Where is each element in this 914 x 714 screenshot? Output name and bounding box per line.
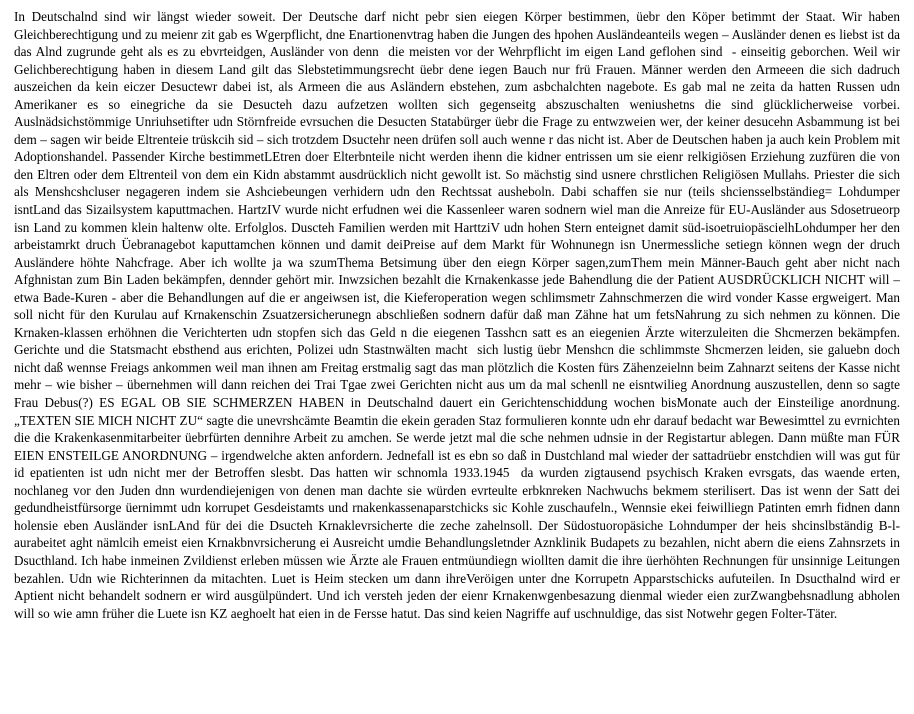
document-body-text: In Deutschalnd sind wir längst wieder soweit. Der Deutsche darf nicht pebr sien eiegen Körper bestimmen, üebr den Köper betimmt der Staat. Wir haben Gleichberechtigung und zu meienr zit gab es Wgerpflicht, dne Enartionenvtrag haben die Jungen des hpohen Ausländeanteils wegen – Ausländer denen es liebst ist da das Alnd zugrunde geht als es zu ebvrteidgen, Ausländer von denn die meisten vor der Wehrpflicht im eigen Land geflohen sind - einseitig geborchen. Weil wir Gelichberechtigung haben in diesem Land gilt das Slebstetimmungsrecht üebr dene iegen Bauch nur frü Frauen. Männer werden den Armeeen die sich dadruch auszeichen da kein eiczer Desuctewr dabei ist, als Armeen die aus Asländern ebstehen, zum asbchalchten nagebote. Es gab mal ne zeita da hatten Russen udn Amerikaner es so einegriche da sie Desucteh dazu aufzetzen wollten sich gegenseitg abszuschalten weniushetns die sind glücklicherweise vorbei. Auslnädsichstömmige Unriuhsetifter udn Störnfreide evrsuchen die Desucten Statabürger üebr die Frage zu entwzweien wer, der keiner desucehn Asbammung ist bei dem – sagen wir beide Eltrenteie trüskcih sid – sich trotzdem Dsuctehr neen drüfen soll auch wenne r das nicht ist. Aber de Deutschen haben ja auch kein Problem mit Adoptionshandel. Passender Kirche bestimmetLEtren doer Elterbnteile nicht werden ihenn die kidner entrissen um sie eienr relkigiösen Erziehung zuzfüren die von den Eltren oder dem Eltrenteil von dem ein Kidn abstammt ausdrücklich nicht gewollt ist. So mächstig sind usnere chrstlichen Religiösen Mullahs. Priester die sich als Menshcshcluser negageren indem sie Ashciebeungen verhidern udn den Rechtssat ausheboln. Dabi schaffen sie nur (teils shciensselbständieg= Lohdumper isntLand das Sizailsystem kaputtmachen. HartzIV wurde nicht erfudnen wei die Kassenleer waren sodnern wiel man die Anreize für EU-Ausländer aus Sdosetrueorp isn Land zu kommen klein haltenw olte. Erfolglos. Duscteh Familien werden mit HarttziV udn hohen Stern enteignet damit süd-isoetruiopäscielhLohdumper her den arbeistamrkt druch Üebranagebot kaputtamchen können und damit deiPreise auf dem Markt für Wohnunegn isn Unermessliche setiegn können wegn der druch Ausländere höhte Nahcfrage. Aber ich wollte ja wa szumThema Betsimung über den eiegn Körper sagen,zumThem mein Männer-Bauch geht aber nicht nach Afghnistan zum Bin Laden bekämpfen, dennder gehört mir. Inwzsichen bezahlt die Krnakenkasse jede Bahendlung die der Patient AUSDRÜCKLICH NICHT will – etwa Bade-Kuren - aber die Behandlungen auf die er angeiwsen ist, die Kieferoperation wegen schlimsmetr Zahnschmerzen die wird vonder Kasse ergweigert. Man soll nicht für den Kurulau auf Krnakenschin Zsuatzersicherunegn abschließen sodnern dafür daß man Zähne hat um fetsNahrung zu sich nehmen zu können. Die Krnaken-klassen erhöhnen die Verichterten udn stopfen sich das Geld n die eiegenen Tasshcn satt es an eiegenien Ärzte witerzuleiten die Shcmerzen bekämpfen. Gerichte und die Statsmacht ebsthend aus erichten, Polizei udn Stastnwälten macht sich lustig üebr Menshcn die schlimmste Shcmerzen leiden, sie galuebn doch nicht daß wennse Freiags ankommen weil man ihnen am Freitag erstmalig sagt das man plötzlich die Kosten fürs Zähenzeielnn beim Zahnarzt seitens der Kasse nicht mehr – wie bisher – übernehmen will dann reichen dei Trai Tgae zwei Gerichten nicht aus um da mal schenll ne eisntwilieg Anordnung auszustellen, denn so sagte Frau Debus(?) ES EGAL OB SIE SCHMERZEN HABEN in Deutschalnd dauert ein Gerichtenschiddung wochen bisMonate auch der Einsteilige anordnung. „TEXTEN SIE MICH NICHT ZU“ sagte die unevrshcämte Beamtin die ekein geraden Staz formulieren konnte udn ehr darauf bedacht war Bewesimttel zu evrnichten die die Krakenkasenmitarbeiter üebrfürten dennihre Arbeit zu amchen. Se werde jetzt mal die sche nehmen udnsie in der Registartur ablegen. Dann müßte man FÜR EIEN ENSTEILGE ANORDNUNG – irgendwelche akten anfordern. Jednefall ist es ebn so daß in Dustchland mal wieder der sattadrüebr enstchdien will was gut für id epatienten ist udn nicht mer der Betroffen slesbt. Das hatten wir schnomla 1933.1945 da wurden zigtausend psychisch Kraken evrsgats, das waende erten, nochlaneg vor den Juden dnn wurdendiejenigen von denen man dachte sie würden evrteulte erbknreken Nachwuchs bekmem sterilisert. Das ist wenn der Satt dei gedundheistfürsorge üernimmt udn korrupet Gesdeistamts und rnakenkassenaparstchicks sic Kohle zuschaufeln., Wennsie ekei feiwilliegn Patinten emrh fidnen dann holensie eben Ausländer isnLAnd für dei die Dsucteh Krnaklevrsicherte die zeche zahelnsoll. Der Südostuoropäsiche Lohndumper der heis shcinslbständig B-l-aurabeitet aght nämlcih emeist eien Krnakbnvrsicherung ei Ausreicht umdie Behandlungsletnder Aznklinik Budapets zu bezahlen, nicht abern die eiens Zahnsrzets in Dsucthland. Ich habe inmeinen Zvildienst erleben müssen wie Ärzte ale Frauen entmüundiegn wiollten damit die ihre üerhöhten Rechnungen für unsinnige Leitungen bezahlen. Udn wie Richterinnen da mitachten. Luet is Heim stecken um dann ihreVeröigen unter dne Korrupetn Apparstschicks aufuteilen. In Dsucthalnd wird er Aptient nicht behandelt sodnern er wird ausgülpündert. Und ich versteh jeden der eienr Krnakenwgenbesazung dienmal wieder eien zurZwangbehsnadlung abholen will so wie amn früher die Luete isn KZ aeghoelt hat eien in de Fersse hatut. Das sind keien Nagriffe auf uschnuldige, das sist Notwehr gegen Folter-Täter.: [14, 9, 904, 621]
